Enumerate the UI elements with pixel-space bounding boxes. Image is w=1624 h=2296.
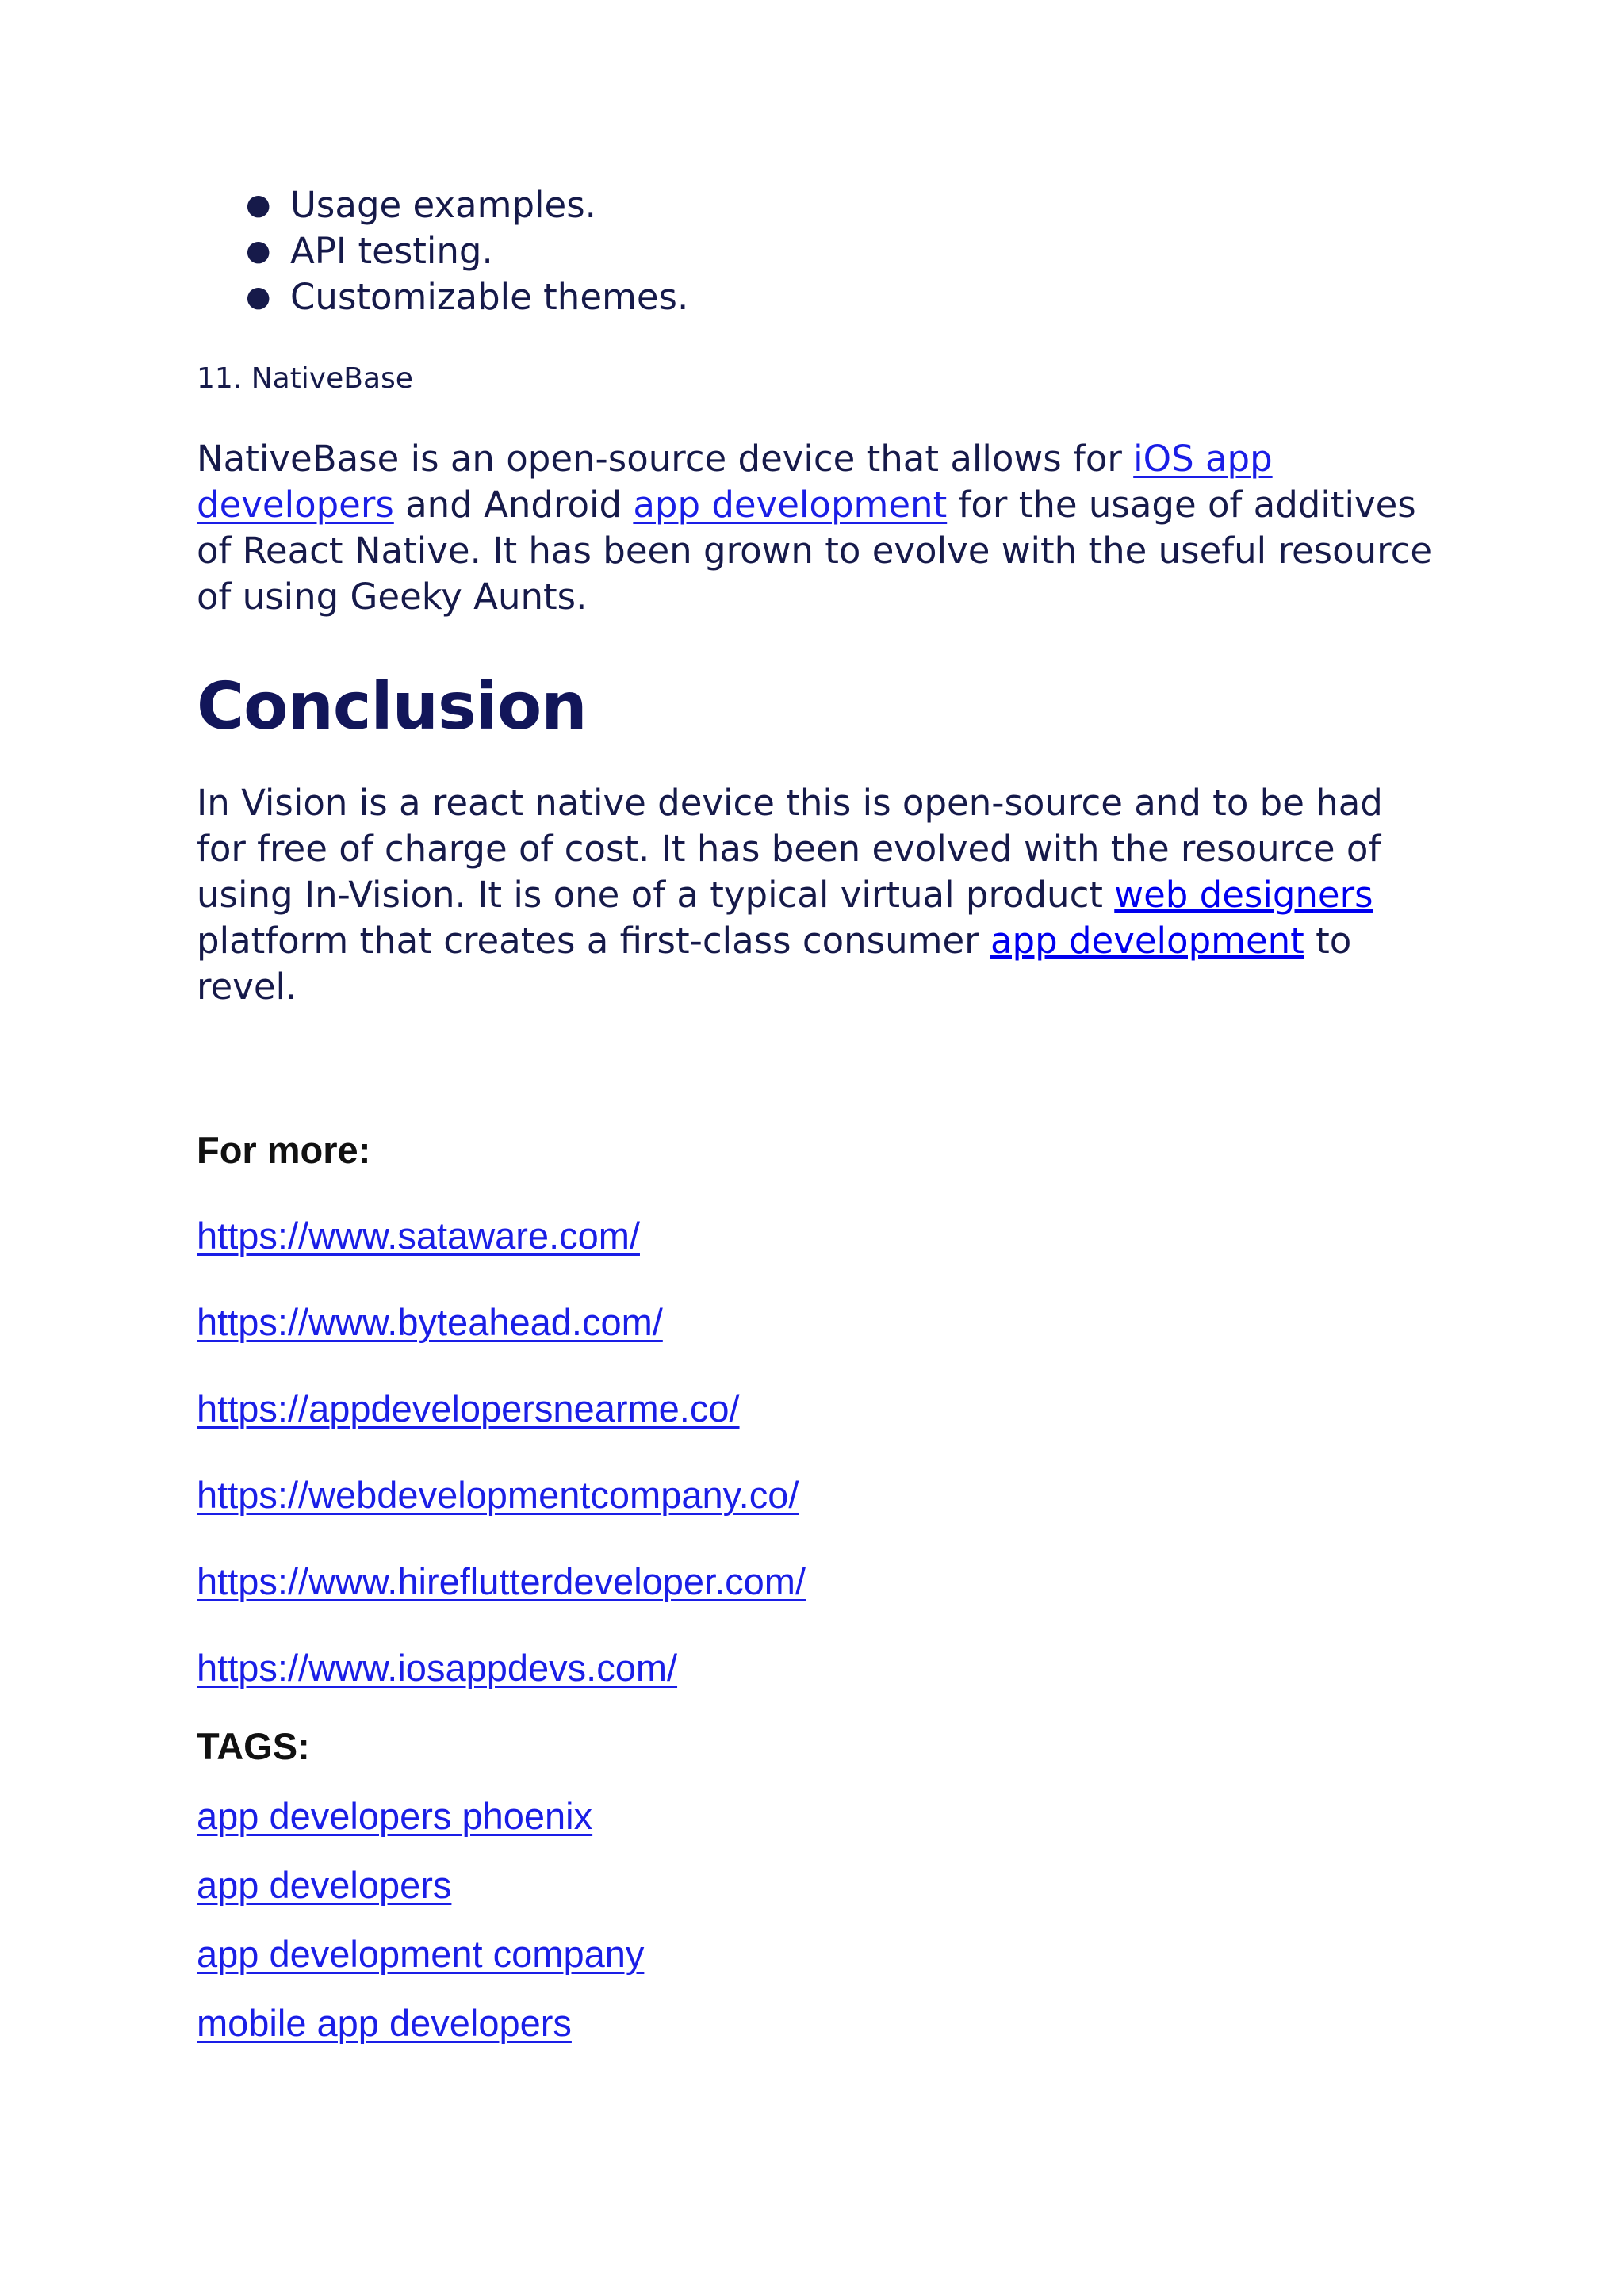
feature-bullet-list: [197, 182, 1465, 320]
tag-app-developers-link[interactable]: app developers: [197, 1864, 452, 1906]
hireflutterdeveloper-link[interactable]: https://www.hireflutterdeveloper.com/: [197, 1560, 806, 1602]
list-item: [197, 1472, 1465, 1518]
page-content: [197, 182, 1465, 2069]
list-item: [197, 1793, 1465, 1839]
byteahead-link[interactable]: https://www.byteahead.com/: [197, 1301, 663, 1343]
bullet-text: Usage examples.: [290, 184, 596, 226]
bullet-item: [246, 228, 1465, 274]
web-designers-link[interactable]: web designers: [1114, 874, 1373, 916]
paragraph-text: for the usage of additives of React Native. It has been grown to evolve with the useful resource of using Geeky Aunts.: [197, 484, 1433, 618]
section-subheading: 11. NativeBase: [197, 362, 413, 395]
paragraph-text: NativeBase is an open-source device that allows for: [197, 438, 1134, 480]
tag-mobile-app-developers-link[interactable]: mobile app developers: [197, 2002, 572, 2044]
tag-app-development-company-link[interactable]: app development company: [197, 1933, 645, 1975]
paragraph-text: to revel.: [197, 920, 1352, 1008]
list-item: [197, 1299, 1465, 1345]
tags-label: TAGS:: [197, 1725, 310, 1767]
tag-app-developers-phoenix-link[interactable]: app developers phoenix: [197, 1795, 593, 1837]
bullet-dot-icon: ●: [246, 281, 271, 313]
sataware-link[interactable]: https://www.sataware.com/: [197, 1215, 640, 1257]
appdevelopersnearme-link[interactable]: https://appdevelopersnearme.co/: [197, 1387, 740, 1429]
webdevelopmentcompany-link[interactable]: https://webdevelopmentcompany.co/: [197, 1474, 799, 1516]
list-item: [197, 1931, 1465, 1977]
iosappdevs-link[interactable]: https://www.iosappdevs.com/: [197, 1647, 678, 1689]
bullet-dot-icon: ●: [246, 189, 271, 221]
list-item: [197, 1386, 1465, 1432]
app-development-link[interactable]: app development: [990, 920, 1304, 962]
ios-app-developers-link[interactable]: iOS app developers: [197, 438, 1273, 526]
paragraph-text: In Vision is a react native device this is open-source and to be had for free of charge of cost. It has been evolved with the resource of using In-Vision. It is one of a typical virtual product: [197, 782, 1383, 916]
list-item: [197, 2000, 1465, 2046]
tag-link-list: [197, 1793, 1465, 2046]
conclusion-heading: Conclusion: [197, 669, 587, 744]
bullet-text: Customizable themes.: [290, 276, 689, 318]
list-item: [197, 1559, 1465, 1605]
bullet-item: [246, 274, 1465, 320]
bullet-dot-icon: ●: [246, 235, 271, 267]
list-item: [197, 1862, 1465, 1908]
conclusion-paragraph: [197, 780, 1442, 1010]
for-more-label: For more:: [197, 1129, 371, 1171]
bullet-item: [246, 182, 1465, 228]
nativebase-paragraph: [197, 436, 1442, 620]
app-development-link[interactable]: app development: [633, 484, 948, 526]
bullet-text: API testing.: [290, 230, 493, 272]
list-item: [197, 1213, 1465, 1259]
paragraph-text: platform that creates a first-class consumer: [197, 920, 990, 962]
list-item: [197, 1645, 1465, 1691]
for-more-link-list: [197, 1213, 1465, 1691]
paragraph-text: and Android: [393, 484, 634, 526]
